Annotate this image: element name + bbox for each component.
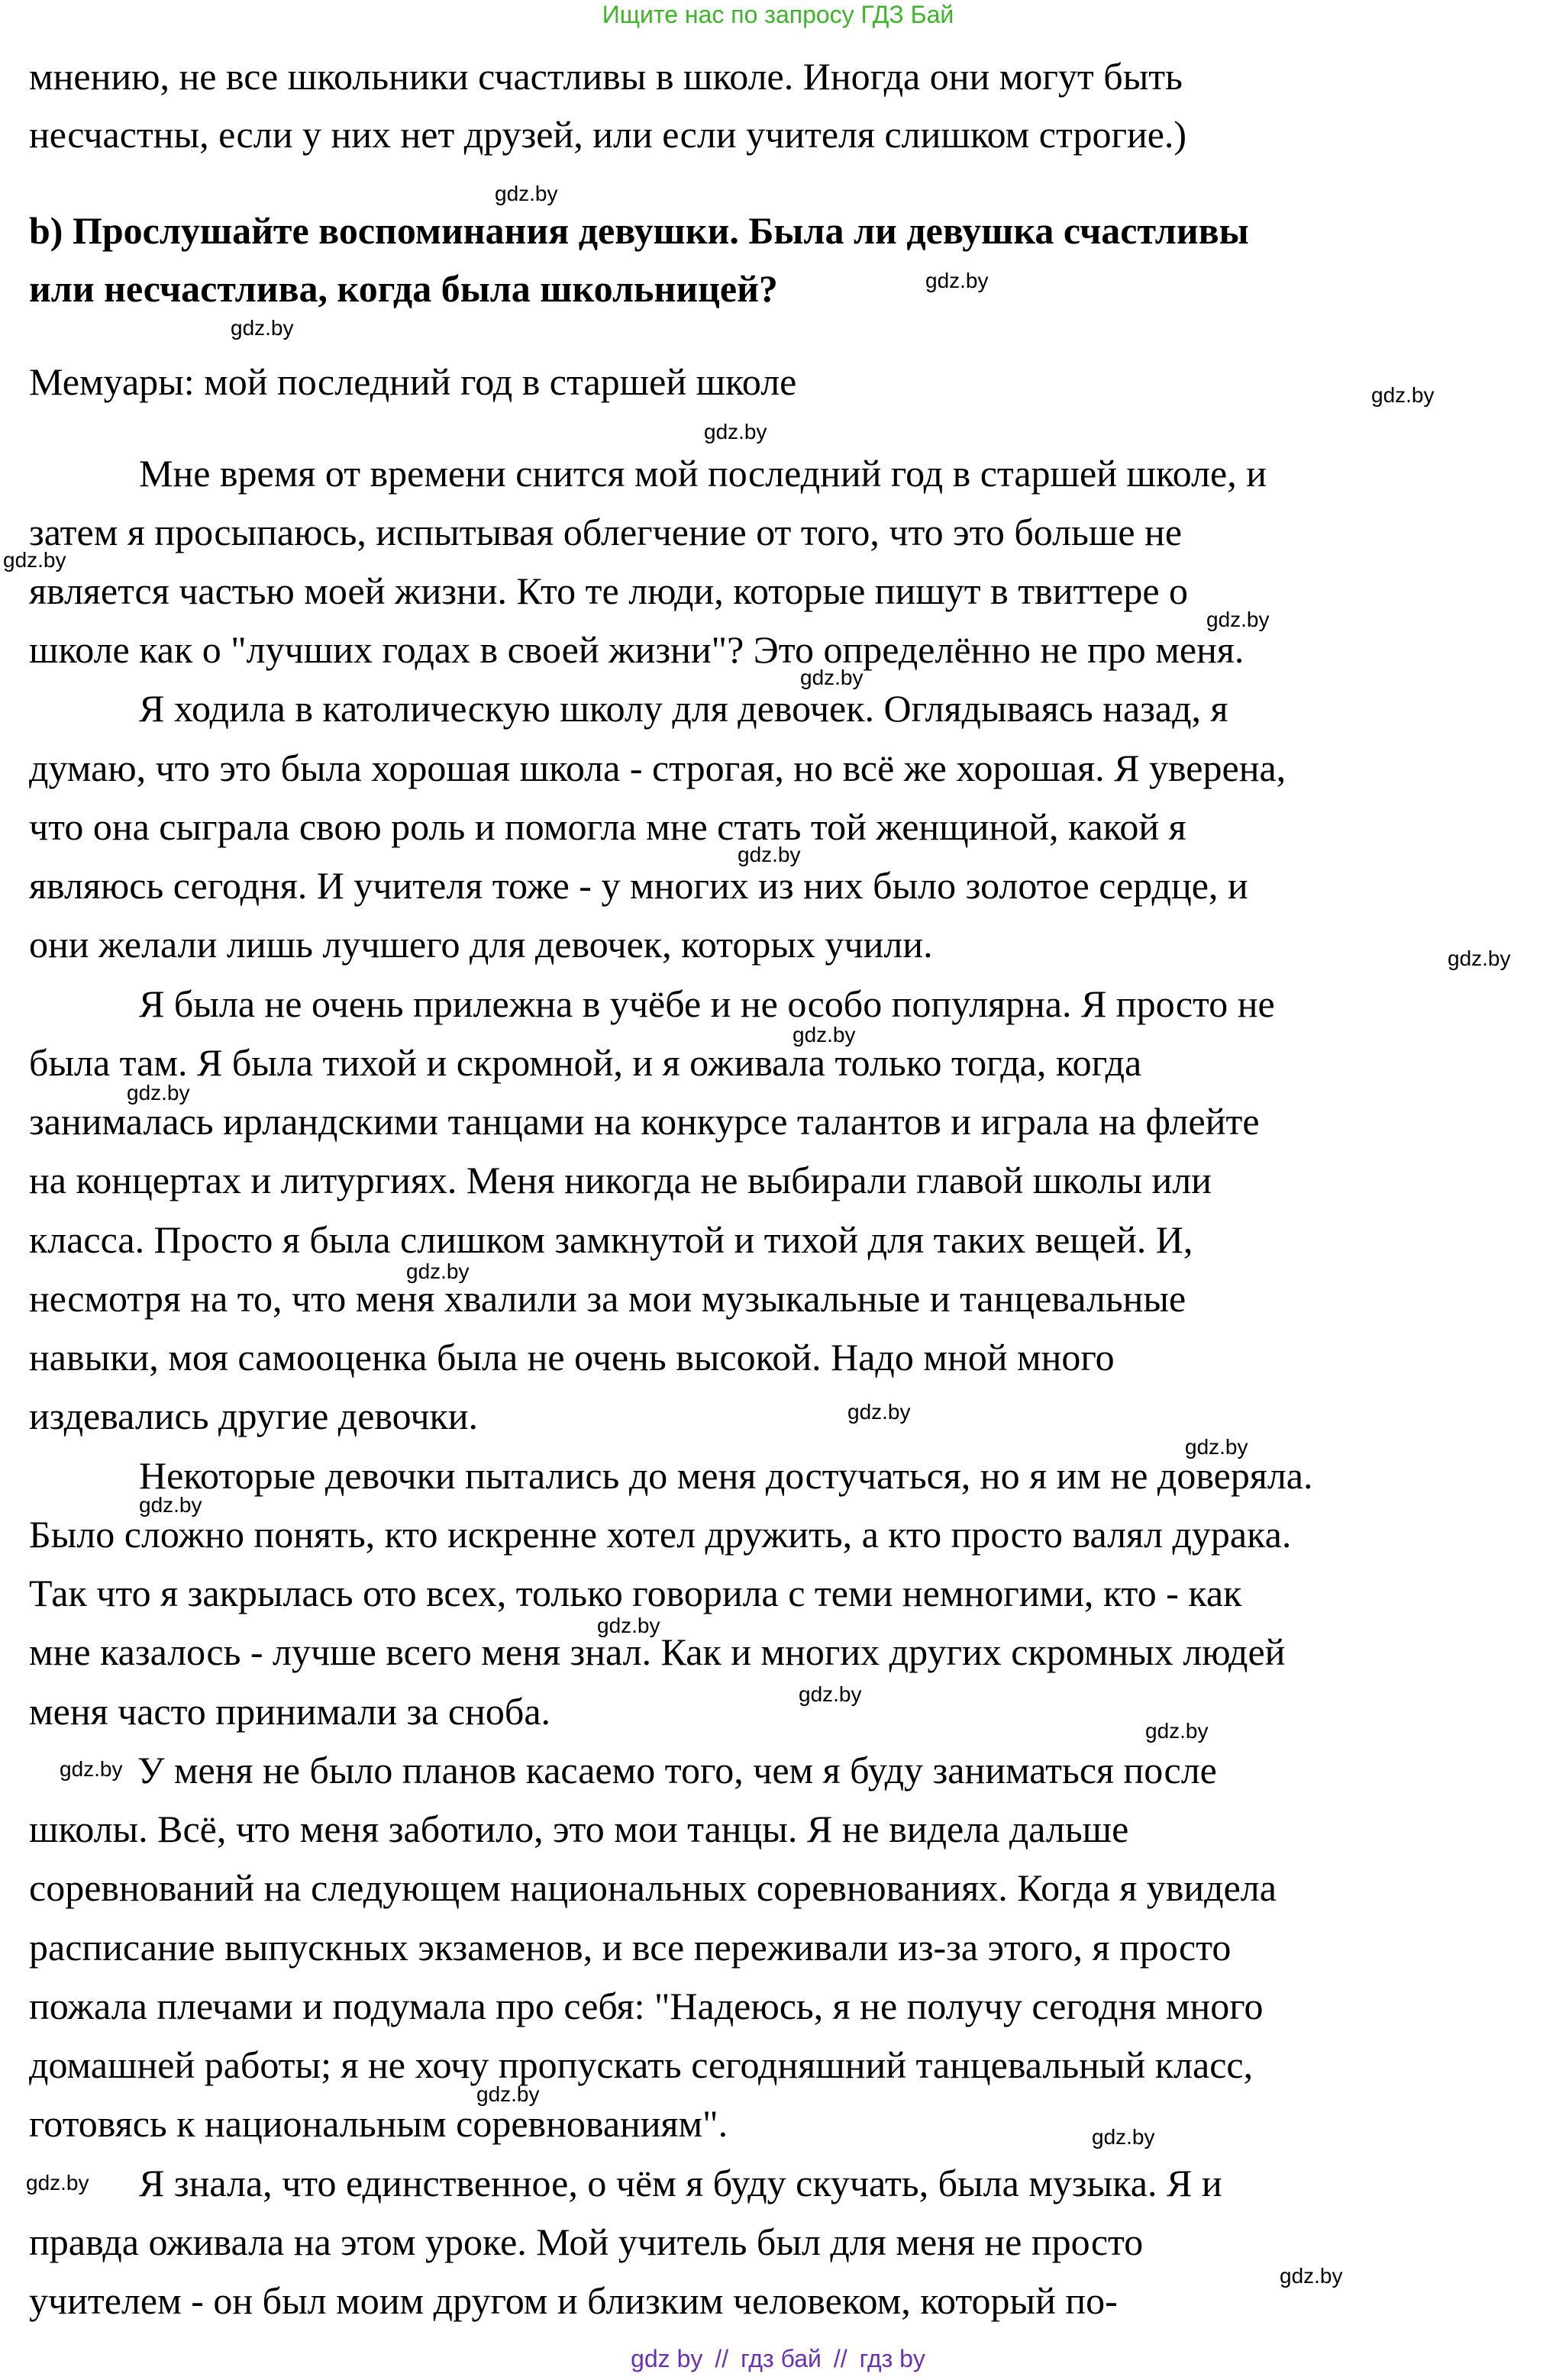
text-line: навыки, моя самооценка была не очень высокой. Надо мной много [29,1336,1115,1379]
watermark: gdz.by [127,1081,190,1105]
watermark: gdz.by [495,182,558,205]
watermark: gdz.by [597,1614,660,1637]
text-line: являюсь сегодня. И учителя тоже - у многих из них было золотое сердце, и [29,864,1248,907]
text-line: пожала плечами и подумала про себя: "Надеюсь, я не получу сегодня много [29,1985,1264,2027]
watermark: gdz.by [847,1400,911,1424]
watermark: gdz.by [476,2082,540,2106]
text-line: мнению, не все школьники счастливы в школе. Иногда они могут быть [29,55,1183,98]
watermark: gdz.by [925,269,989,292]
footer-separator: // [833,2345,847,2372]
text-line: Я ходила в католическую школу для девочек. Оглядываясь назад, я [139,687,1228,730]
watermark: gdz.by [60,1757,123,1781]
text-line: мне казалось - лучше всего меня знал. Как и многих других скромных людей [29,1630,1286,1673]
watermark: gdz.by [800,666,864,689]
watermark: gdz.by [1448,947,1511,970]
watermark: gdz.by [738,843,801,866]
text-line: Я знала, что единственное, о чём я буду скучать, была музыка. Я и [139,2162,1222,2204]
watermark: gdz.by [139,1493,202,1517]
text-line: несчастны, если у них нет друзей, или если учителя слишком строгие.) [29,113,1187,156]
footer-separator: // [715,2345,729,2372]
text-line: думаю, что это была хорошая школа - строгая, но всё же хорошая. Я уверена, [29,747,1286,789]
text-line: У меня не было планов касаемо того, чем я буду заниматься после [137,1749,1217,1791]
watermark: gdz.by [1145,1719,1209,1743]
text-line: Мне время от времени снится мой последний год в старшей школе, и [139,452,1267,495]
text-line: является частью моей жизни. Кто те люди, которые пишут в твиттере о [29,569,1189,612]
text-line: Я была не очень прилежна в учёбе и не особо популярна. Я просто не [139,982,1275,1025]
watermark: gdz.by [793,1023,856,1046]
text-line: готовясь к национальным соревнованиям". [29,2102,728,2145]
text-line: издевались другие девочки. [29,1395,479,1437]
watermark: gdz.by [406,1259,470,1283]
task-heading-line: b) Прослушайте воспоминания девушки. Была ли девушка счастливы [29,209,1249,252]
header-banner[interactable]: Ищите нас по запросу ГДЗ Бай [602,1,954,28]
watermark: gdz.by [1280,2264,1343,2288]
text-line: домашней работы; я не хочу пропускать сегодняшний танцевальный класс, [29,2043,1254,2086]
watermark: gdz.by [1185,1435,1248,1459]
text-line: Так что я закрылась ото всех, только говорила с теми немногими, кто - как [29,1572,1242,1614]
footer-link-gdz-bay[interactable]: гдз бай [741,2345,822,2372]
text-line: школы. Всё, что меня заботило, это мои танцы. Я не видела дальше [29,1808,1129,1850]
text-line: соревнований на следующем национальных соревнованиях. Когда я увидела [29,1866,1277,1909]
watermark: gdz.by [1206,608,1270,631]
text-line: они желали лишь лучшего для девочек, которых учили. [29,923,933,966]
footer-link-gdz-by[interactable]: gdz by [631,2345,703,2372]
text-line: класса. Просто я была слишком замкнутой и тихой для таких вещей. И, [29,1218,1193,1261]
watermark: gdz.by [1092,2125,1155,2149]
memoir-title: Мемуары: мой последний год в старшей школе [29,360,797,403]
task-heading-line: или несчастлива, когда была школьницей? [29,267,778,310]
text-line: учителем - он был моим другом и близким человеком, который по- [29,2279,1118,2322]
footer-link-gdz-by-cyr[interactable]: гдз by [859,2345,925,2372]
text-line: меня часто принимали за сноба. [29,1690,551,1733]
watermark: gdz.by [26,2171,89,2195]
text-line: была там. Я была тихой и скромной, и я оживала только тогда, когда [29,1041,1142,1084]
text-line: несмотря на то, что меня хвалили за мои музыкальные и танцевальные [29,1277,1186,1320]
watermark: gdz.by [3,548,66,572]
text-line: Было сложно понять, кто искренне хотел дружить, а кто просто валял дурака. [29,1513,1292,1556]
watermark: gdz.by [231,316,294,340]
text-line: на концертах и литургиях. Меня никогда не выбирали главой школы или [29,1159,1212,1201]
text-line: что она сыграла свою роль и помогла мне стать той женщиной, какой я [29,805,1186,848]
text-line: занималась ирландскими танцами на конкурсе талантов и играла на флейте [29,1100,1260,1143]
text-line: правда оживала на этом уроке. Мой учитель был для меня не просто [29,2220,1144,2263]
watermark: gdz.by [799,1682,862,1706]
text-line: затем я просыпаюсь, испытывая облегчение от того, что это больше не [29,511,1183,553]
watermark: gdz.by [1371,383,1435,407]
footer-links [0,2343,1556,2374]
watermark: gdz.by [704,420,767,443]
text-line: расписание выпускных экзаменов, и все переживали из-за этого, я просто [29,1926,1232,1969]
text-line: школе как о "лучших годах в своей жизни"? Это определённо не про меня. [29,628,1244,671]
text-line: Некоторые девочки пытались до меня достучаться, но я им не доверяла. [139,1454,1313,1497]
